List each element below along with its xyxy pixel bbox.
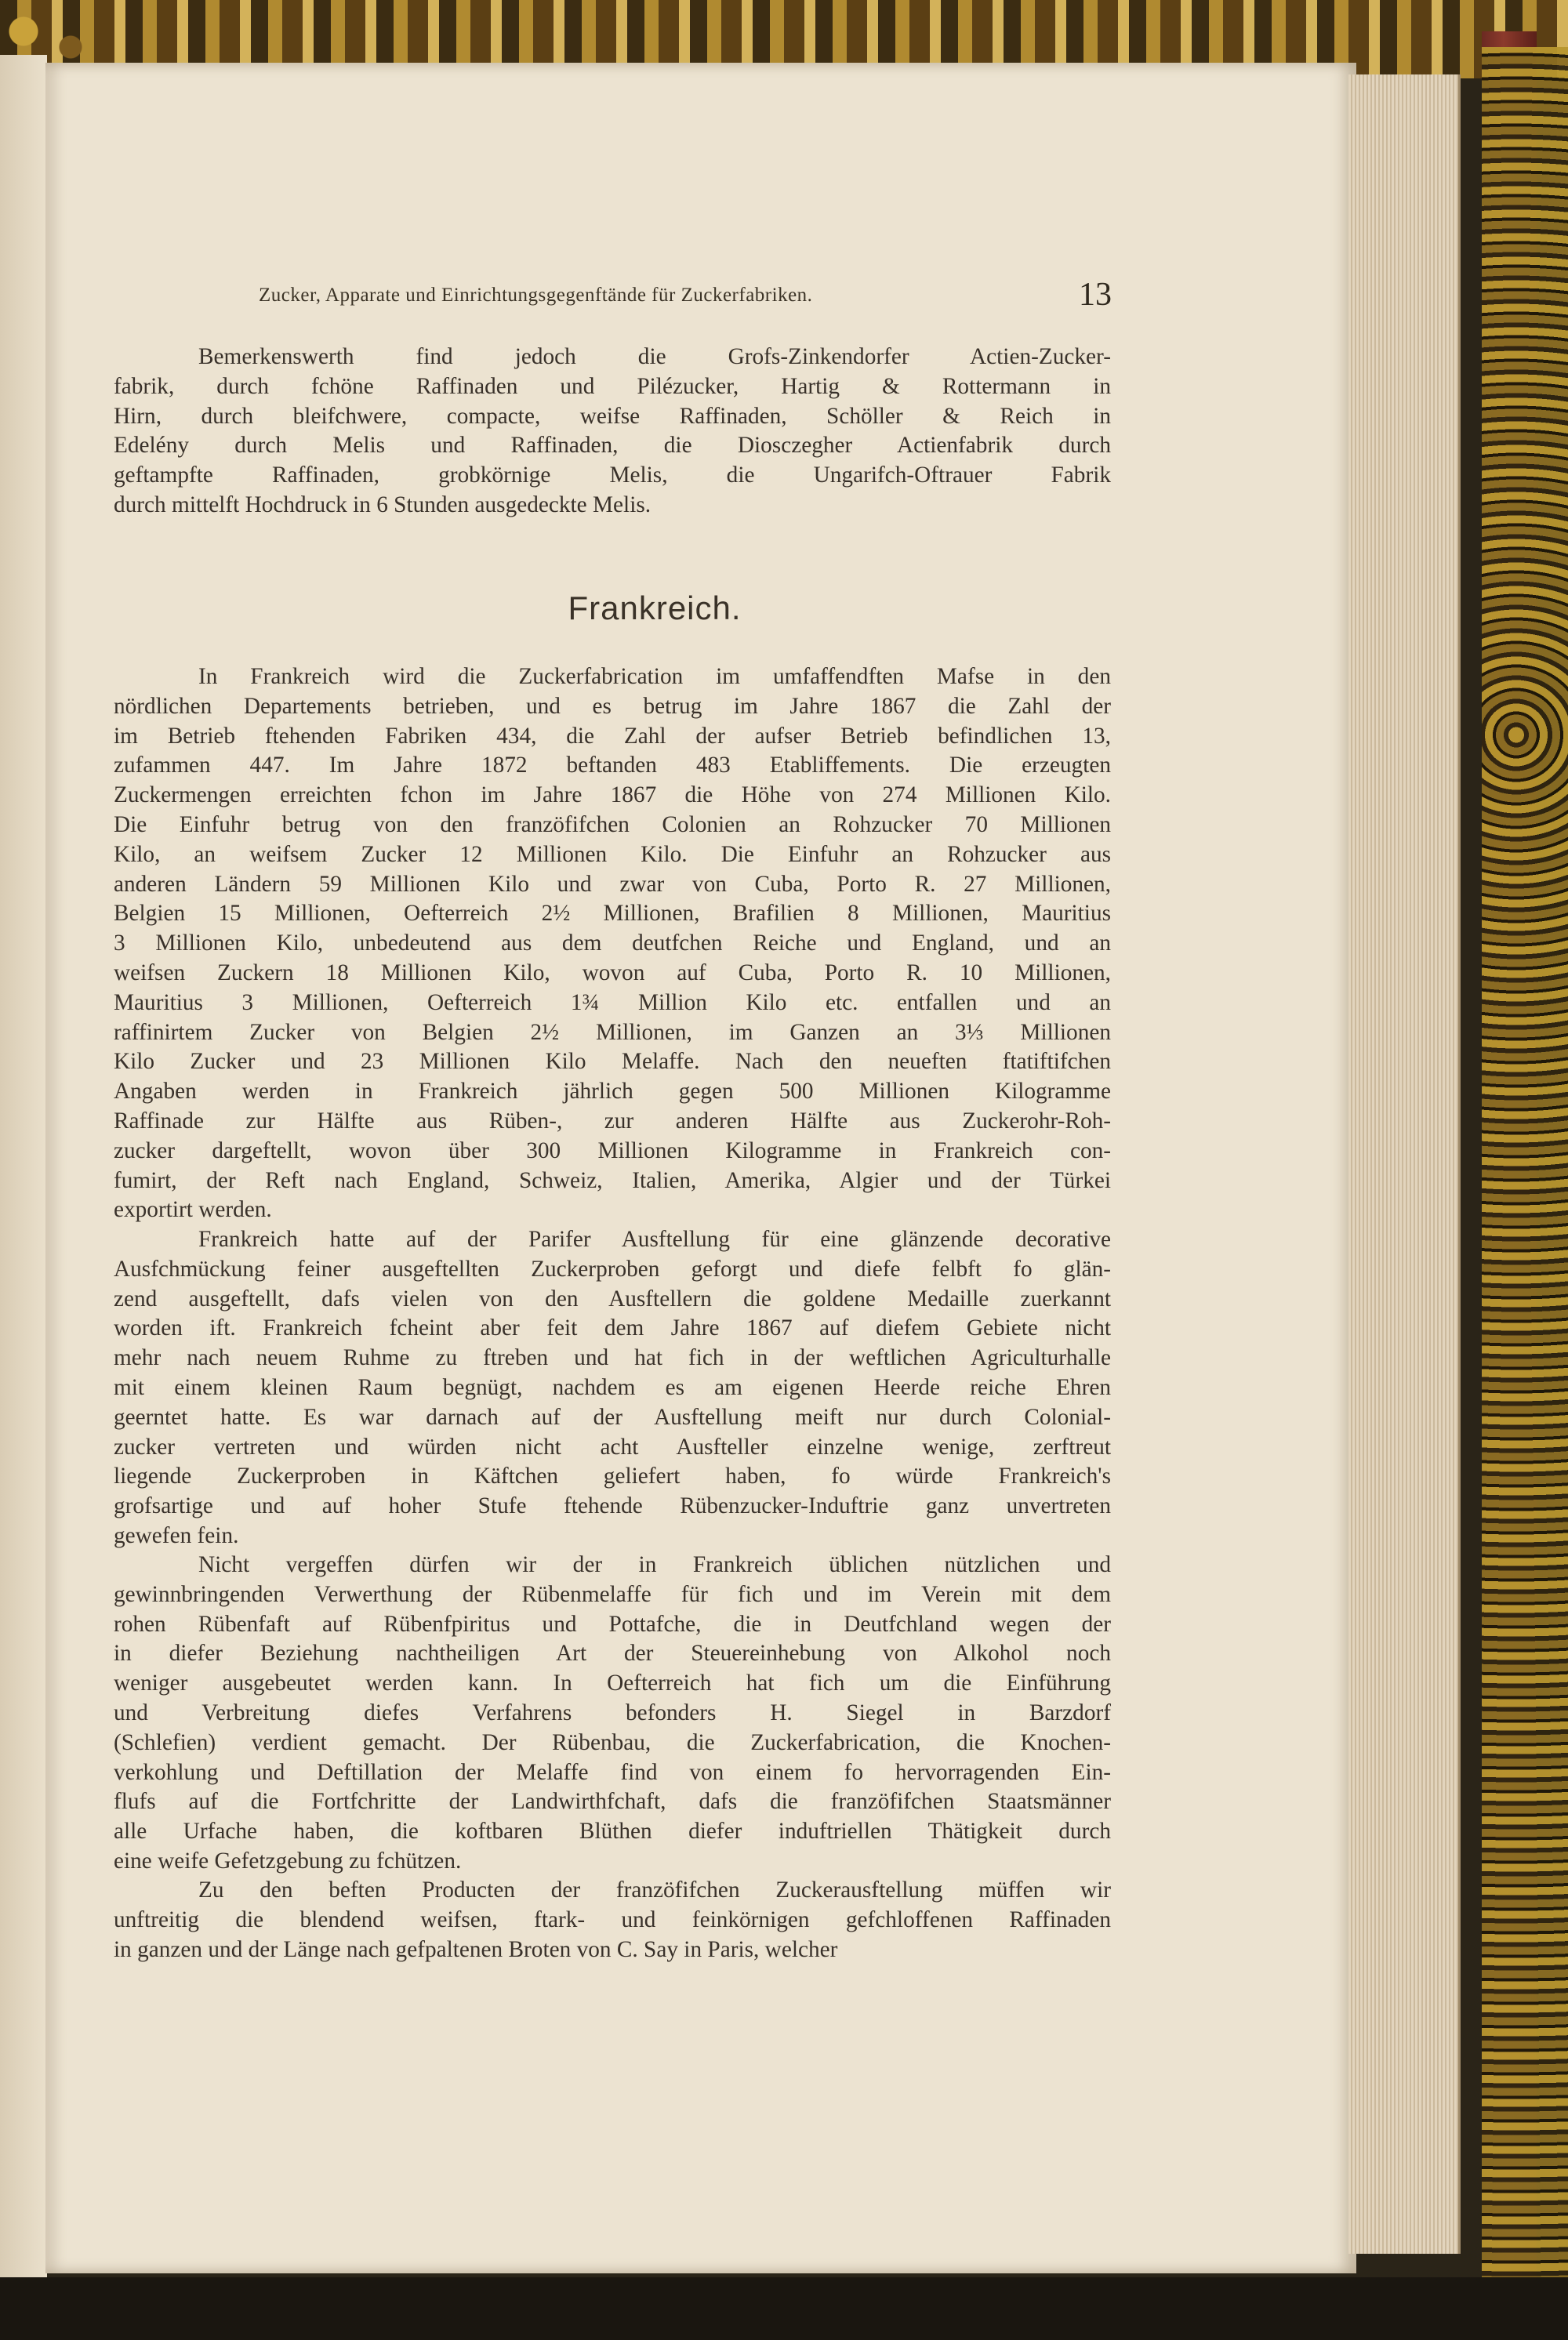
text-line: raffinirtem Zucker von Belgien 2½ Millionen, im Ganzen an 3⅓ Millionen [114,1019,1111,1045]
paragraph-2 [114,1225,1111,1551]
text-line: weifsen Zuckern 18 Millionen Kilo, wovon auf Cuba, Porto R. 10 Millionen, [114,960,1111,985]
text-line: Zu den beften Producten der franzöfifchen Zuckerausftellung müffen wir [198,1877,1111,1903]
section-title: Frankreich. [568,590,742,626]
text-line: 3 Millionen Kilo, unbedeutend aus dem deutfchen Reiche und England, und an [114,931,1111,956]
text-line: und Verbreitung diefes Verfahrens befonders H. Siegel in Barzdorf [114,1700,1111,1725]
text-line: liegende Zuckerproben in Käftchen geliefert haben, fo würde Frankreich's [114,1464,1111,1489]
text-line: Mauritius 3 Millionen, Oefterreich 1¾ Million Kilo etc. entfallen und an [114,989,1111,1015]
text-line: in ganzen und der Länge nach gefpaltenen Broten von C. Say in Paris, welcher [114,1936,838,1962]
text-line: Zuckermengen erreichten fchon im Jahre 1867 die Höhe von 274 Millionen Kilo. [114,782,1111,808]
intro-paragraph [114,343,1111,521]
text-line: worden ift. Frankreich fcheint aber feit dem Jahre 1867 auf diefem Gebiete nicht [114,1315,1111,1341]
text-line: alle Urfache haben, die koftbaren Blüthen diefer induftriellen Thätigkeit durch [114,1819,1111,1845]
text-line: geftampfte Raffinaden, grobkörnige Melis, die Ungarifch-Oftrauer Fabrik [114,463,1111,488]
text-line: rohen Rübenfaft auf Rübenfpiritus und Pottafche, die in Deutfchland wegen der [114,1611,1111,1637]
paragraph-1 [114,662,1111,1225]
text-line: zend ausgeftellt, dafs vielen von den Ausftellern die goldene Medaille zuerkannt [114,1286,1111,1311]
text-line: gewinnbringenden Verwerthung der Rübenmelaffe für fich und im Verein mit dem [114,1581,1111,1607]
text-line: Bemerkenswerth find jedoch die Grofs-Zinkendorfer Actien-Zucker- [198,344,1111,369]
page-number: 13 [1079,277,1112,313]
running-header: Zucker, Apparate und Einrichtungsgegenftände für Zuckerfabriken. [259,285,813,306]
text-line: anderen Ländern 59 Millionen Kilo und zwar von Cuba, Porto R. 27 Millionen, [114,871,1111,897]
text-line: exportirt werden. [114,1197,272,1223]
text-line: Nicht vergeffen dürfen wir der in Frankreich üblichen nützlichen und [198,1552,1111,1577]
text-line: in diefer Beziehung nachtheiligen Art der Steuereinhebung von Alkohol noch [114,1641,1111,1667]
text-line: nördlichen Departements betrieben, und es betrug im Jahre 1867 die Zahl der [114,693,1111,719]
text-line: unftreitig die blendend weifsen, ftark- und feinkörnigen gefchloffenen Raffinaden [114,1906,1111,1932]
text-line: grofsartige und auf hoher Stufe ftehende Rübenzucker-Induftrie ganz unvertreten [114,1493,1111,1519]
text-line: weniger ausgebeutet werden kann. In Oefterreich hat fich um die Einführung [114,1671,1111,1696]
page-stack-edge [1348,74,1461,2254]
text-line: Ausfchmückung feiner ausgeftellten Zuckerproben geforgt und diefe felbft fo glän- [114,1256,1111,1282]
text-line: mit einem kleinen Raum begnügt, nachdem es am eigenen Heerde reiche Ehren [114,1374,1111,1400]
text-line: Raffinade zur Hälfte aus Rüben-, zur anderen Hälfte aus Zuckerohr-Roh- [114,1108,1111,1134]
text-line: verkohlung und Deftillation der Melaffe find von einem fo hervorragenden Ein- [114,1759,1111,1785]
text-line: fumirt, der Reft nach England, Schweiz, Italien, Amerika, Algier und der Türkei [114,1167,1111,1193]
text-line: Belgien 15 Millionen, Oefterreich 2½ Millionen, Brafilien 8 Millionen, Mauritius [114,901,1111,927]
text-line: zucker dargeftellt, wovon über 300 Millionen Kilogramme in Frankreich con- [114,1137,1111,1163]
text-line: Die Einfuhr betrug von den franzöfifchen Colonien an Rohzucker 70 Millionen [114,811,1111,837]
text-line: durch mittelft Hochdruck in 6 Stunden ausgedeckte Melis. [114,492,652,517]
marbled-cover-edge [1482,47,1568,2340]
paragraph-4 [114,1876,1111,1965]
text-line: Edelény durch Melis und Raffinaden, die Diosczegher Actienfabrik durch [114,433,1111,459]
text-line: Angaben werden in Frankreich jährlich gegen 500 Millionen Kilogramme [114,1079,1111,1105]
bottom-shadow [0,2277,1568,2340]
text-line: mehr nach neuem Ruhme zu ftreben und hat fich in der weftlichen Agriculturhalle [114,1345,1111,1371]
text-line: fabrik, durch fchöne Raffinaden und Pilézucker, Hartig & Rottermann in [114,373,1111,399]
text-line: Hirn, durch bleifchwere, compacte, weifse Raffinaden, Schöller & Reich in [114,403,1111,429]
text-line: gewefen fein. [114,1522,239,1548]
text-line: Kilo, an weifsem Zucker 12 Millionen Kilo. Die Einfuhr an Rohzucker aus [114,841,1111,867]
text-line: geerntet hatte. Es war darnach auf der Ausftellung meift nur durch Colonial- [114,1404,1111,1430]
text-line: Frankreich hatte auf der Parifer Ausftellung für eine glänzende decorative [198,1227,1111,1252]
text-line: In Frankreich wird die Zuckerfabrication im umfaffendften Mafse in den [198,664,1111,689]
text-line: im Betrieb ftehenden Fabriken 434, die Zahl der aufser Betrieb befindlichen 13, [114,723,1111,749]
text-line: zucker vertreten und würden nicht acht Ausfteller einzelne wenige, zerftreut [114,1434,1111,1460]
text-line: flufs auf die Fortfchritte der Landwirthfchaft, dafs die franzöfifchen Staatsmänner [114,1789,1111,1815]
text-line: eine weife Gefetzgebung zu fchützen. [114,1848,462,1874]
text-line: zufammen 447. Im Jahre 1872 beftanden 483 Etabliffements. Die erzeugten [114,753,1111,778]
text-line: Kilo Zucker und 23 Millionen Kilo Melaffe. Nach den neueften ftatiftifchen [114,1049,1111,1075]
facing-page-edge [0,55,47,2340]
paragraph-3 [114,1551,1111,1877]
text-line: (Schlefien) verdient gemacht. Der Rübenbau, die Zuckerfabrication, die Knochen- [114,1729,1111,1755]
